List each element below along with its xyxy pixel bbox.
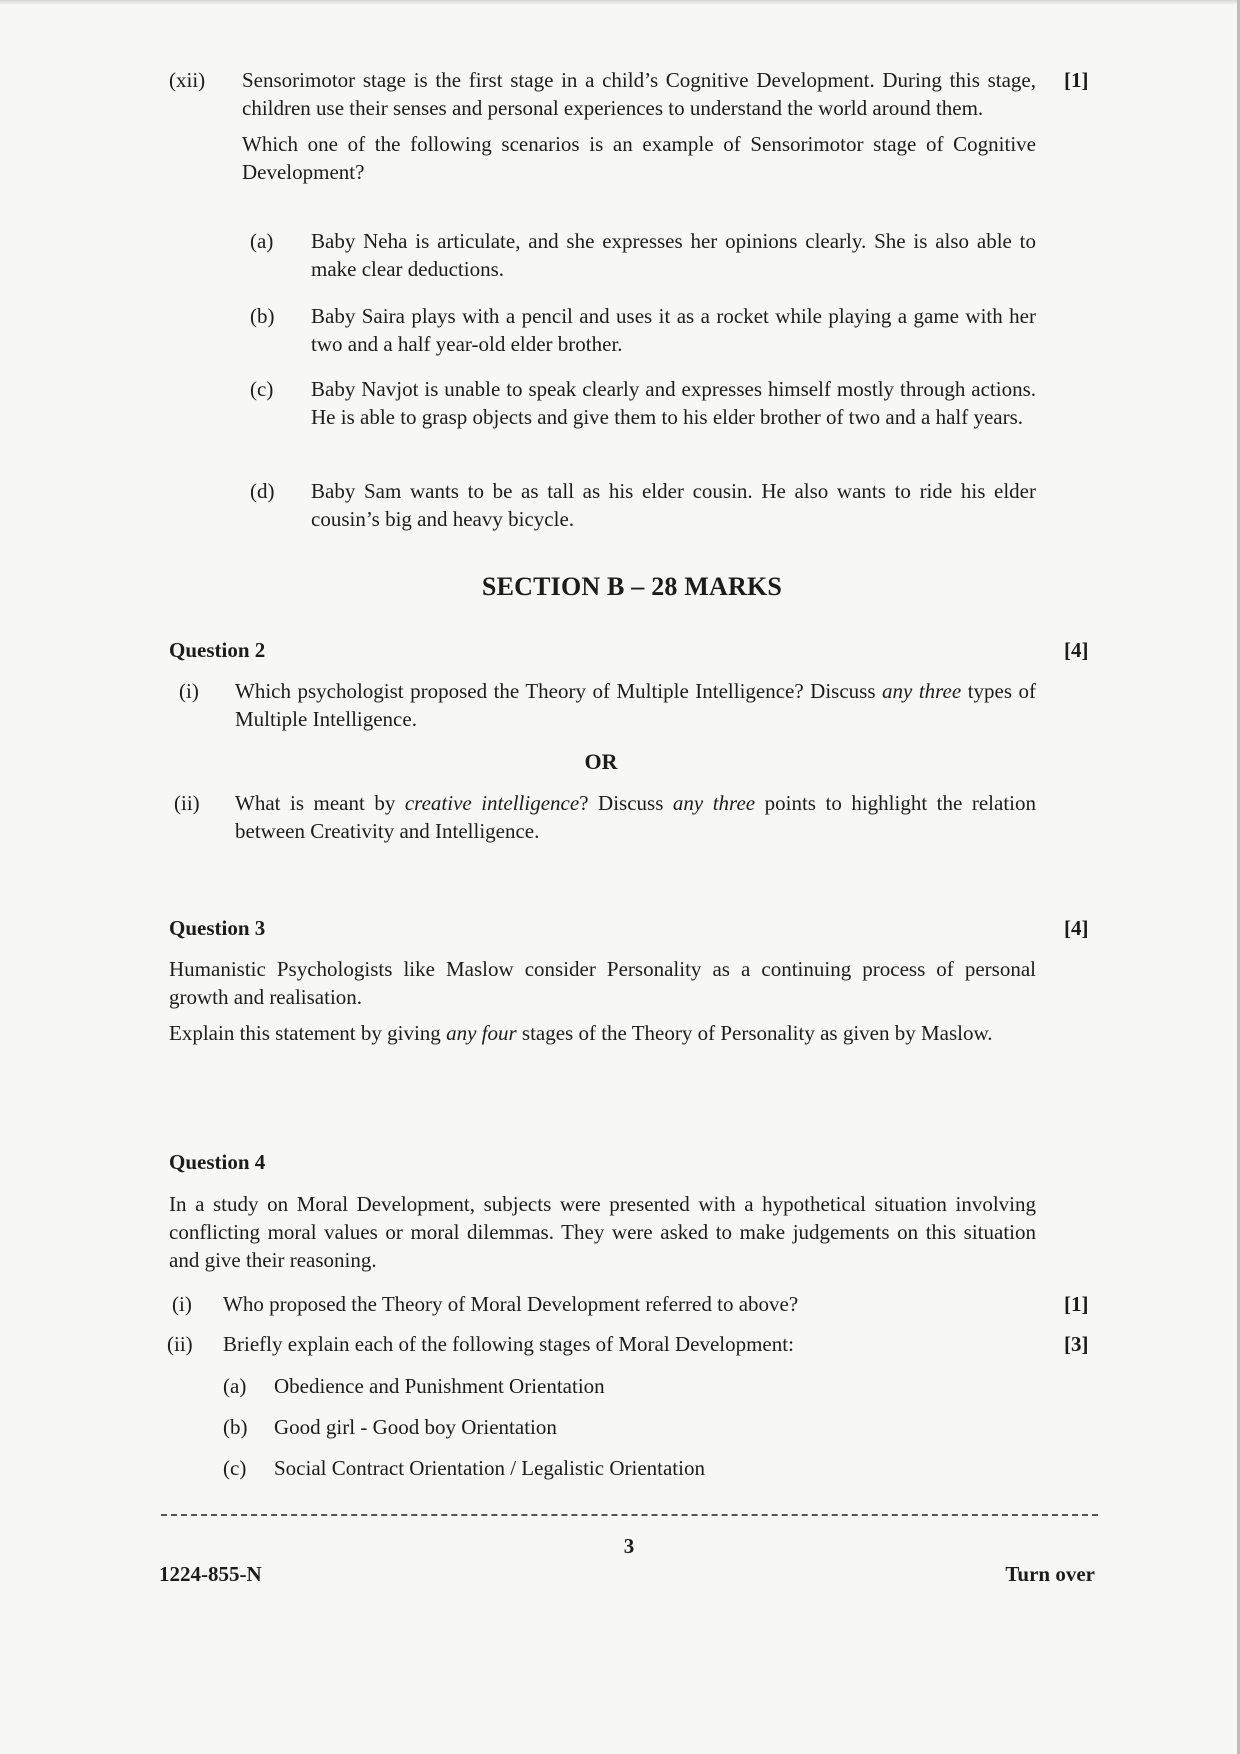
subquestion-text: Briefly explain each of the following stages of Moral Development: <box>223 1332 794 1356</box>
option-label: (b) <box>250 304 275 328</box>
paragraph: Humanistic Psychologists like Maslow consider Personality as a continuing process of personal growth and realisation. <box>169 957 1036 1009</box>
paragraph <box>169 1019 1036 1047</box>
stage-label: (a) <box>223 1374 247 1398</box>
marks-label: [4] <box>1064 638 1089 662</box>
subquestion-text: Who proposed the Theory of Moral Development referred to above? <box>223 1292 799 1316</box>
marks-label: [3] <box>1064 1332 1089 1356</box>
option-label: (c) <box>250 377 274 401</box>
option-text: Baby Neha is articulate, and she expresses her opinions clearly. She is also able to make clear deductions. <box>311 229 1036 281</box>
scan-top-edge <box>0 0 1240 5</box>
emphasis-text: creative intelligence <box>404 791 580 815</box>
question-text <box>169 955 1036 1047</box>
question-heading: Question 2 <box>169 638 266 662</box>
marks-label: [4] <box>1064 916 1089 940</box>
subquestion-text <box>235 677 1036 733</box>
section-title: SECTION B – 28 MARKS <box>481 572 783 601</box>
text-run: Which psychologist proposed the Theory of Multiple Intelligence? Discuss <box>235 679 883 703</box>
text-run: What is meant by <box>235 791 405 815</box>
subquestion-label: (i) <box>172 1292 192 1316</box>
text-run: stages of the Theory of Personality as given by Maslow. <box>516 1021 993 1045</box>
marks-label: [1] <box>1064 1292 1089 1316</box>
question-heading: Question 4 <box>169 1150 266 1174</box>
stage-text: Social Contract Orientation / Legalistic Orientation <box>274 1456 705 1480</box>
subquestion-label: (ii) <box>167 1332 193 1356</box>
or-divider: OR <box>584 749 618 774</box>
subquestion-text <box>235 789 1036 845</box>
text-run: types of Multiple Intelligence. <box>235 679 1036 731</box>
option-text: Baby Saira plays with a pencil and uses it as a rocket while playing a game with her two and a half year-old elder brother. <box>311 304 1036 356</box>
question-prompt: Which one of the following scenarios is an example of Sensorimotor stage of Cognitive Development? <box>242 132 1036 184</box>
emphasis-text: any three <box>882 679 962 703</box>
text-run: ? Discuss <box>579 791 673 815</box>
marks-label: [1] <box>1064 68 1089 92</box>
question-intro: Sensorimotor stage is the first stage in a child’s Cognitive Development. During this stage, children use their senses and personal experiences to understand the world around them. <box>242 68 1036 120</box>
text-run: Explain this statement by giving <box>169 1021 447 1045</box>
stage-text: Obedience and Punishment Orientation <box>274 1374 605 1398</box>
text-run: points to highlight the relation between Creativity and Intelligence. <box>235 791 1036 843</box>
subquestion-label: (i) <box>179 679 199 703</box>
stage-label: (c) <box>223 1456 247 1480</box>
subquestion-label: (ii) <box>174 791 200 815</box>
question-number: (xii) <box>169 68 206 92</box>
page-number: 3 <box>623 1534 635 1558</box>
question-heading: Question 3 <box>169 916 266 940</box>
option-label: (d) <box>250 479 275 503</box>
option-text: Baby Navjot is unable to speak clearly and expresses himself mostly through actions. He is able to grasp objects and give them to his elder brother of two and a half years. <box>311 377 1036 429</box>
paper-code: 1224-855-N <box>159 1562 262 1586</box>
footer-divider <box>161 1514 1098 1516</box>
question-text <box>242 66 1036 186</box>
option-label: (a) <box>250 229 274 253</box>
question-text: In a study on Moral Development, subjects were presented with a hypothetical situation involving conflicting moral values or moral dilemmas. They were asked to make judgements on this situation and give their reasoning. <box>169 1192 1036 1272</box>
stage-text: Good girl - Good boy Orientation <box>274 1415 557 1439</box>
turn-over-label: Turn over <box>1005 1562 1095 1586</box>
stage-label: (b) <box>223 1415 248 1439</box>
option-text: Baby Sam wants to be as tall as his elder cousin. He also wants to ride his elder cousin’s big and heavy bicycle. <box>311 479 1036 531</box>
emphasis-text: any three <box>672 791 756 815</box>
emphasis-text: any four <box>446 1021 517 1045</box>
